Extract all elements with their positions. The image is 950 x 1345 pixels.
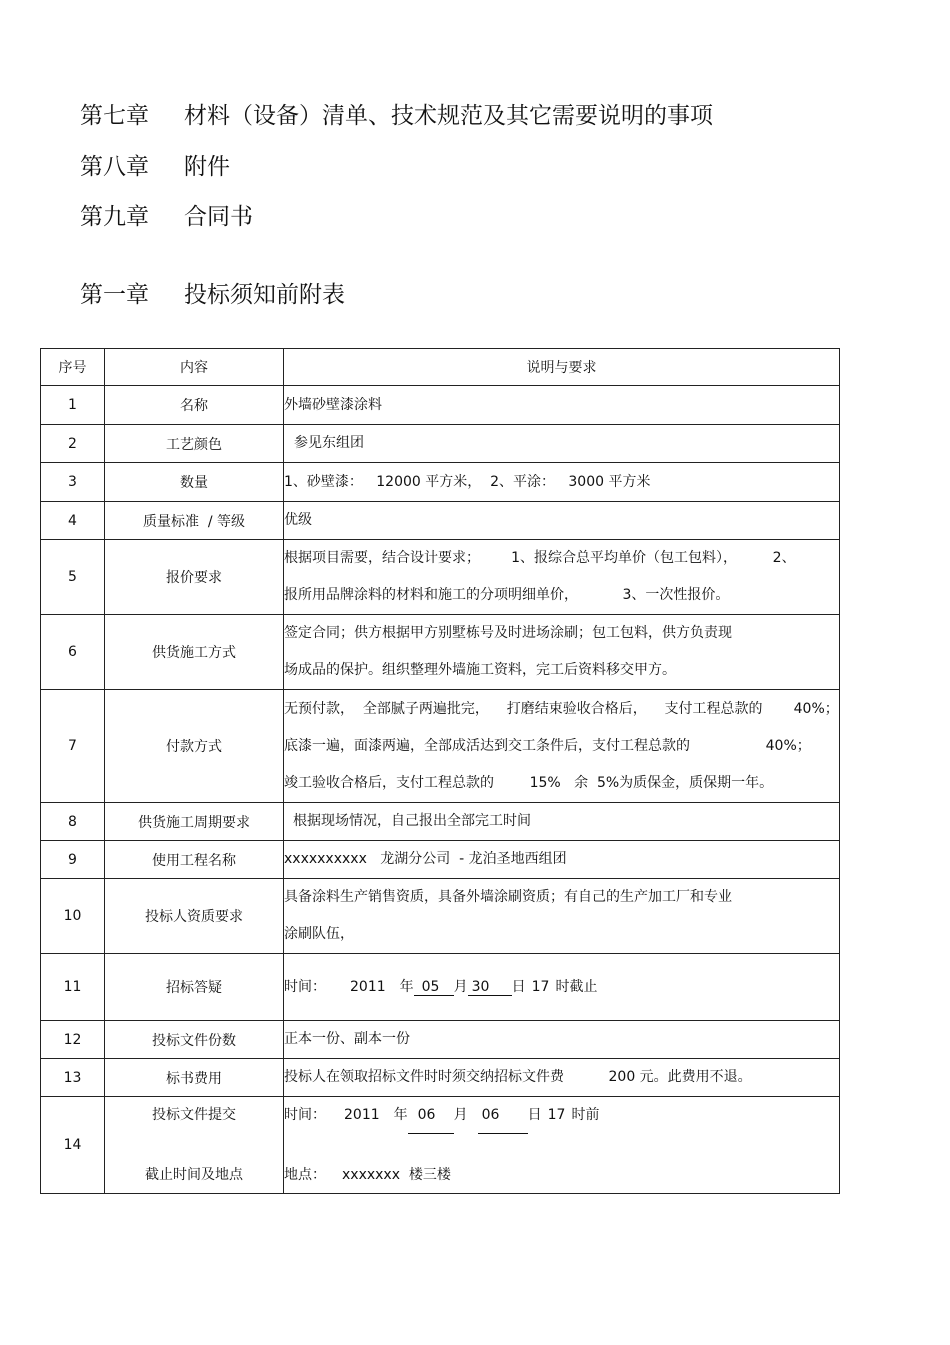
row-item: 投标文件提交 截止时间及地点 xyxy=(105,1097,284,1194)
row-num: 6 xyxy=(41,615,105,690)
row-desc: 外墙砂壁漆涂料 xyxy=(284,386,840,425)
row-num: 14 xyxy=(41,1097,105,1194)
row-desc: 具备涂料生产销售资质，具备外墙涂刷资质；有自己的生产加工厂和专业 涂刷队伍， xyxy=(284,879,840,954)
day-field: 06 xyxy=(478,1097,528,1134)
table-row xyxy=(41,386,840,425)
bid-notice-table xyxy=(40,348,840,1194)
row-num: 4 xyxy=(41,502,105,540)
row-num: 12 xyxy=(41,1021,105,1059)
table-row xyxy=(41,1097,840,1194)
row-item: 标书费用 xyxy=(105,1059,284,1097)
chapter-number: 第八章 xyxy=(80,154,149,180)
chapter-number: 第一章 xyxy=(80,282,149,308)
month-field: 05 xyxy=(414,979,454,996)
header-item: 内容 xyxy=(105,349,284,386)
row-num: 1 xyxy=(41,386,105,425)
header-num: 序号 xyxy=(41,349,105,386)
table-row xyxy=(41,879,840,954)
row-item: 投标人资质要求 xyxy=(105,879,284,954)
day-field: 30 xyxy=(468,979,512,996)
table-row xyxy=(41,841,840,879)
chapter-title: 附件 xyxy=(184,154,230,180)
row-num: 8 xyxy=(41,803,105,841)
row-desc: 无预付款， 全部腻子两遍批完， 打磨结束验收合格后， 支付工程总款的 40%； 底漆一遍，面漆两遍，全部成活达到交工条件后，支付工程总款的 40%； 竣工验收合格后，支付工程总款的 15% 余 5%为质保金，质保期一年。 xyxy=(284,690,840,803)
table-row xyxy=(41,690,840,803)
chapter-title: 投标须知前附表 xyxy=(184,282,345,308)
row-item: 质量标准 / 等级 xyxy=(105,502,284,540)
month-field: 06 xyxy=(408,1097,454,1134)
table-row xyxy=(41,615,840,690)
table-row xyxy=(41,425,840,463)
row-desc: 优级 xyxy=(284,502,840,540)
header-desc: 说明与要求 xyxy=(284,349,840,386)
row-desc xyxy=(284,954,840,1021)
chapter-heading-1 xyxy=(80,280,345,310)
row-desc: 根据现场情况，自己报出全部完工时间 xyxy=(284,803,840,841)
chapter-heading-7 xyxy=(80,101,713,131)
row-num: 10 xyxy=(41,879,105,954)
chapter-number: 第七章 xyxy=(80,103,149,129)
row-num: 7 xyxy=(41,690,105,803)
row-desc: xxxxxxxxxx 龙湖分公司 - 龙泊圣地西组团 xyxy=(284,841,840,879)
row-num: 11 xyxy=(41,954,105,1021)
row-desc: 根据项目需要，结合设计要求； 1、报综合总平均单价（包工包料）， 2、 报所用品牌涂料的材料和施工的分项明细单价， 3、一次性报价。 xyxy=(284,540,840,615)
qa-deadline: 时间： 2011 年 05 月 30 日 17 时截止 xyxy=(284,978,598,995)
table-row xyxy=(41,540,840,615)
row-desc: 正本一份、副本一份 xyxy=(284,1021,840,1059)
row-num: 5 xyxy=(41,540,105,615)
table-row xyxy=(41,803,840,841)
chapter-title: 材料（设备）清单、技术规范及其它需要说明的事项 xyxy=(184,103,713,129)
row-item: 供货施工方式 xyxy=(105,615,284,690)
submission-place: 地点： xxxxxxx 楼三楼 xyxy=(284,1167,451,1183)
table-header-row xyxy=(41,349,840,386)
table-row xyxy=(41,1059,840,1097)
row-desc: 投标人在领取招标文件时时须交纳招标文件费 200 元。此费用不退。 xyxy=(284,1059,840,1097)
row-item: 投标文件份数 xyxy=(105,1021,284,1059)
row-desc xyxy=(284,1097,840,1194)
row-num: 9 xyxy=(41,841,105,879)
row-item: 数量 xyxy=(105,463,284,502)
chapter-heading-8 xyxy=(80,152,230,182)
row-item: 报价要求 xyxy=(105,540,284,615)
table-row xyxy=(41,1021,840,1059)
row-desc: 参见东组团 xyxy=(284,425,840,463)
chapter-title: 合同书 xyxy=(184,204,253,230)
table-row xyxy=(41,463,840,502)
row-num: 2 xyxy=(41,425,105,463)
row-num: 3 xyxy=(41,463,105,502)
row-desc: 签定合同；供方根据甲方别墅栋号及时进场涂刷；包工包料，供方负责现 场成品的保护。组织整理外墙施工资料，完工后资料移交甲方。 xyxy=(284,615,840,690)
row-desc: 1、砂壁漆： 12000 平方米， 2、平涂： 3000 平方米 xyxy=(284,463,840,502)
row-item: 工艺颜色 xyxy=(105,425,284,463)
chapter-number: 第九章 xyxy=(80,204,149,230)
row-item: 供货施工周期要求 xyxy=(105,803,284,841)
row-item: 付款方式 xyxy=(105,690,284,803)
row-item: 名称 xyxy=(105,386,284,425)
row-item: 使用工程名称 xyxy=(105,841,284,879)
row-item: 招标答疑 xyxy=(105,954,284,1021)
row-num: 13 xyxy=(41,1059,105,1097)
chapter-heading-9 xyxy=(80,202,253,232)
submission-deadline: 时间： 2011 年 06 月 06 日 17 时前 xyxy=(284,1097,839,1134)
table-row xyxy=(41,502,840,540)
table-row xyxy=(41,954,840,1021)
